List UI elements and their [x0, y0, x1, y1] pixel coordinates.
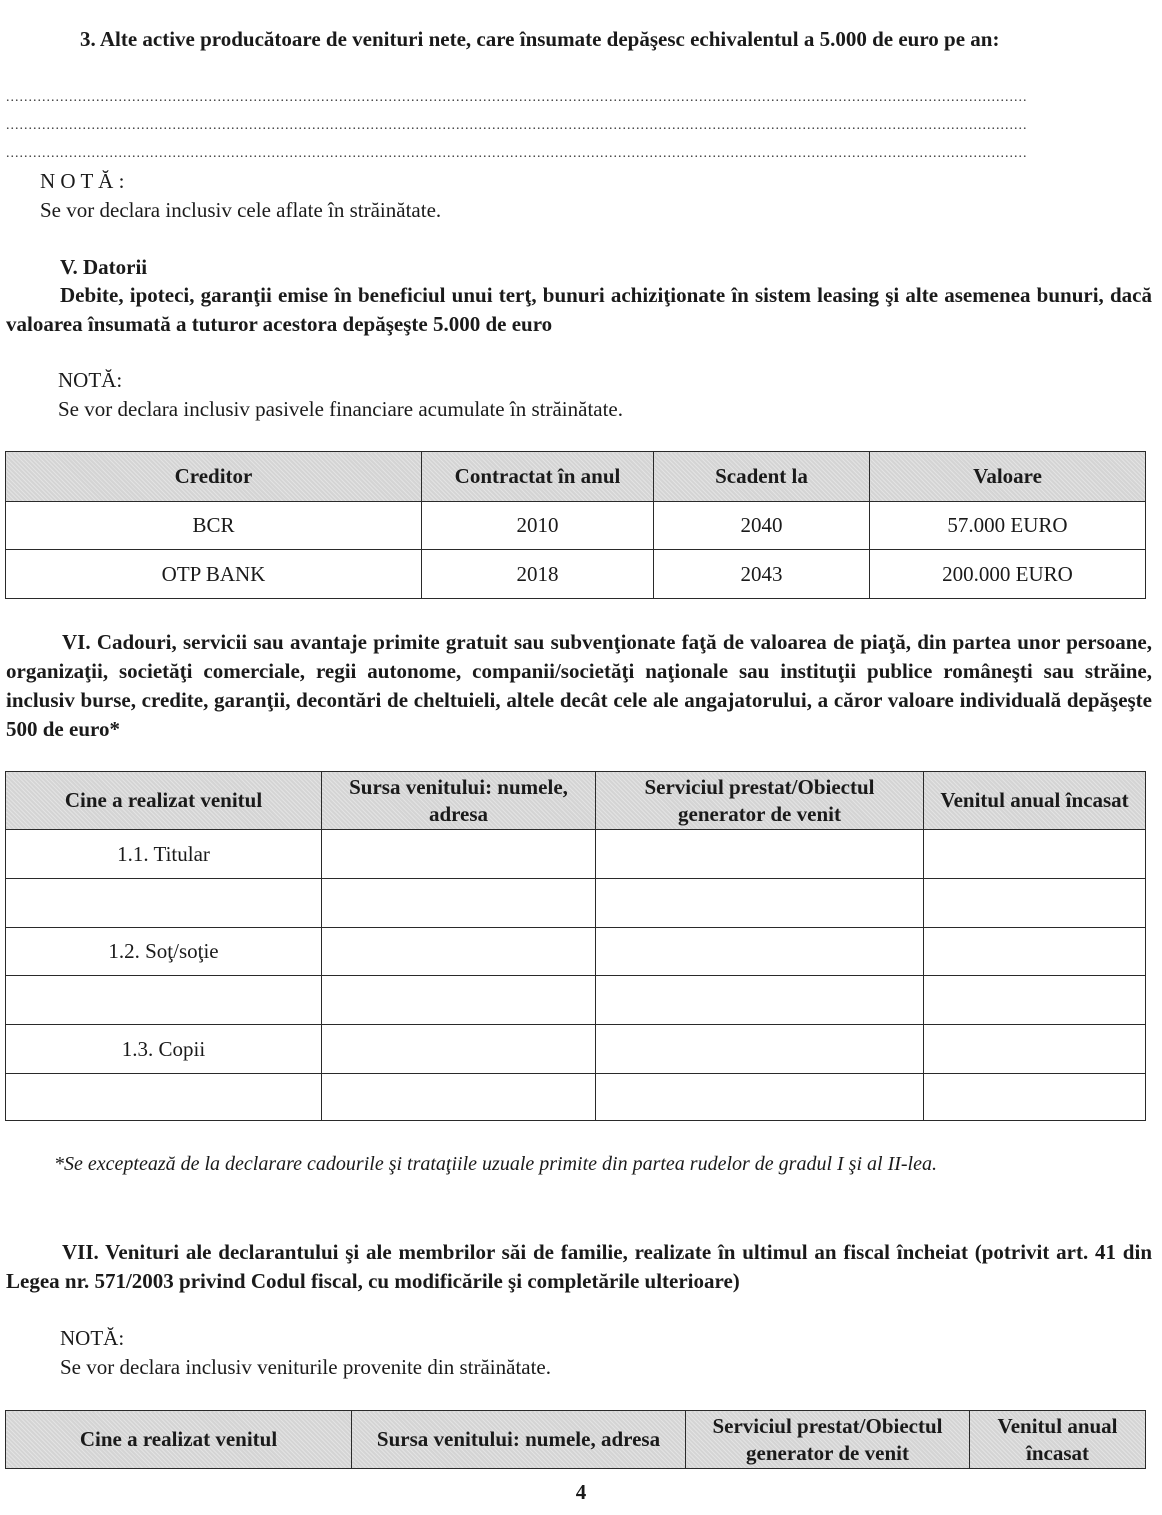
section-v-description: Debite, ipoteci, garanţii emise în beneficiul unui terţ, bunuri achiziţionate în sistem leasing şi alte asemenea bunuri, dacă valoarea însumată a tuturor acestora depăşeşte 5.000 de euro — [6, 283, 1152, 336]
dotted-line-3: ................................................................................................................................................................................................................................... — [6, 146, 1028, 161]
section-v-nota-label: NOTĂ: — [58, 368, 123, 392]
income-header-source: Sursa venitului: numele, adresa — [352, 1411, 686, 1469]
table-row — [6, 550, 1146, 599]
gifts-header-income: Venitul anual încasat — [924, 772, 1146, 830]
debts-header-creditor: Creditor — [6, 452, 422, 502]
section-v-title: V. Datorii — [60, 255, 148, 279]
income-header-service: Serviciul prestat/Obiectul generator de venit — [686, 1411, 970, 1469]
table-row — [6, 502, 1146, 550]
table-row — [6, 879, 1146, 928]
income-table — [5, 1410, 1146, 1469]
section-vi-text: VI. Cadouri, servicii sau avantaje primite gratuit sau subvenţionate faţă de valoarea de piaţă, din partea unor persoane, organizaţii, societăţi comerciale, regii autonome, companii/societăţi naţionale sau instituţii publice româneşti sau străine, inclusiv burse, credite, garanţii, decontări de cheltuieli, altele decât cele ale angajatorului, a căror valoare individuală depăşeşte 500 de euro* — [6, 630, 1152, 741]
debt-due: 2043 — [654, 550, 870, 599]
gifts-table — [5, 771, 1146, 1121]
debt-creditor: OTP BANK — [6, 550, 422, 599]
table-row — [6, 928, 1146, 976]
table-row — [6, 830, 1146, 879]
income-header-who: Cine a realizat venitul — [6, 1411, 352, 1469]
table-row — [6, 976, 1146, 1025]
section-v-nota-text: Se vor declara inclusiv pasivele financiare acumulate în străinătate. — [58, 397, 624, 421]
table-row — [6, 1074, 1146, 1121]
section-iv-3-text: 3. Alte active producătoare de venituri nete, care însumate depăşesc echivalentul a 5.000 de euro pe an: — [80, 27, 1000, 51]
debts-table — [5, 451, 1146, 599]
debt-creditor: BCR — [6, 502, 422, 550]
debt-year: 2010 — [422, 502, 654, 550]
section-vii-nota-label: NOTĂ: — [60, 1326, 125, 1350]
dotted-line-2: ................................................................................................................................................................................................................................... — [6, 118, 1028, 133]
gift-beneficiary: 1.1. Titular — [6, 830, 322, 879]
debt-value: 200.000 EURO — [870, 550, 1146, 599]
dotted-line-1: ................................................................................................................................................................................................................................... — [6, 90, 1028, 105]
gift-beneficiary — [6, 976, 322, 1025]
debts-header-contracted-year: Contractat în anul — [422, 452, 654, 502]
gifts-header-who: Cine a realizat venitul — [6, 772, 322, 830]
nota-label: N O T Ă : — [40, 169, 125, 193]
gift-beneficiary — [6, 879, 322, 928]
gift-beneficiary: 1.3. Copii — [6, 1025, 322, 1074]
gifts-footnote: *Se exceptează de la declarare cadourile şi trataţiile uzuale primite din partea rudelor de gradul I şi al II-lea. — [54, 1153, 937, 1175]
income-header-income: Venitul anual încasat — [970, 1411, 1146, 1469]
debts-header-due: Scadent la — [654, 452, 870, 502]
gifts-header-service: Serviciul prestat/Obiectul generator de venit — [596, 772, 924, 830]
table-row — [6, 1025, 1146, 1074]
debt-due: 2040 — [654, 502, 870, 550]
debts-header-value: Valoare — [870, 452, 1146, 502]
section-vii-nota-text: Se vor declara inclusiv veniturile provenite din străinătate. — [60, 1355, 551, 1379]
nota-text: Se vor declara inclusiv cele aflate în străinătate. — [40, 198, 442, 222]
debt-value: 57.000 EURO — [870, 502, 1146, 550]
section-vii-text: VII. Venituri ale declarantului şi ale membrilor săi de familie, realizate în ultimul an fiscal încheiat (potrivit art. 41 din Legea nr. 571/2003 privind Codul fiscal, cu modificările şi completările ulterioare) — [6, 1240, 1152, 1293]
page-number: 4 — [575, 1480, 587, 1504]
gift-beneficiary — [6, 1074, 322, 1121]
gift-beneficiary: 1.2. Soţ/soţie — [6, 928, 322, 976]
gifts-header-source: Sursa venitului: numele, adresa — [322, 772, 596, 830]
debt-year: 2018 — [422, 550, 654, 599]
